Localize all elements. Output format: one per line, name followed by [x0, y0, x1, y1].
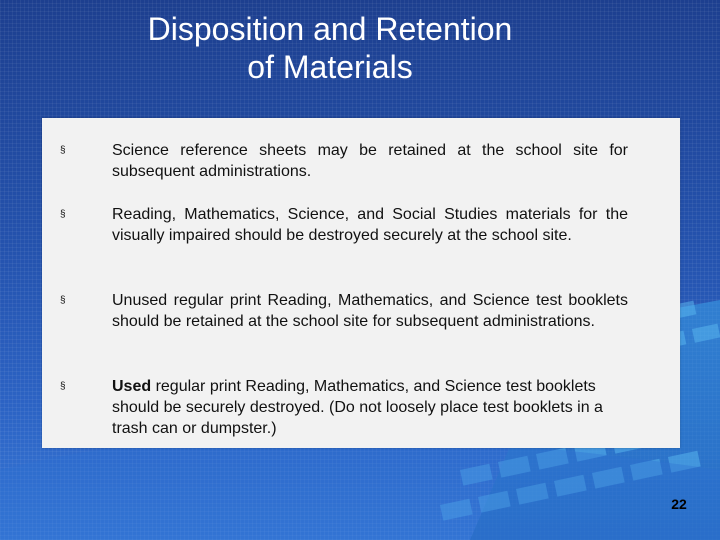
bullet-text-used — [112, 376, 612, 439]
bullet-marker: § — [60, 381, 66, 392]
bullet-text: Reading, Mathematics, Science, and Social Studies materials for the visually impaired should be destroyed securely at the school site. — [112, 206, 628, 244]
bullet-text: Science reference sheets may be retained at the school site for subsequent administrations. — [112, 142, 628, 180]
bullet-marker: § — [60, 209, 66, 220]
bullet-text: Unused regular print Reading, Mathematics, and Science test booklets should be retained at the school site for subsequent administrations. — [112, 292, 628, 330]
title-line-1: Disposition and Retention — [147, 11, 513, 47]
slide-title — [0, 10, 660, 86]
emphasis-used: Used — [112, 378, 152, 395]
bullet-text: regular print Reading, Mathematics, and Science test booklets should be securely destroyed. (Do not loosely place test booklets in a trash can or dumpster.) — [112, 378, 603, 437]
title-line-2: of Materials — [247, 49, 413, 85]
bullet-marker: § — [60, 145, 66, 156]
page-number: 22 — [671, 496, 687, 512]
bullet-marker: § — [60, 295, 66, 306]
